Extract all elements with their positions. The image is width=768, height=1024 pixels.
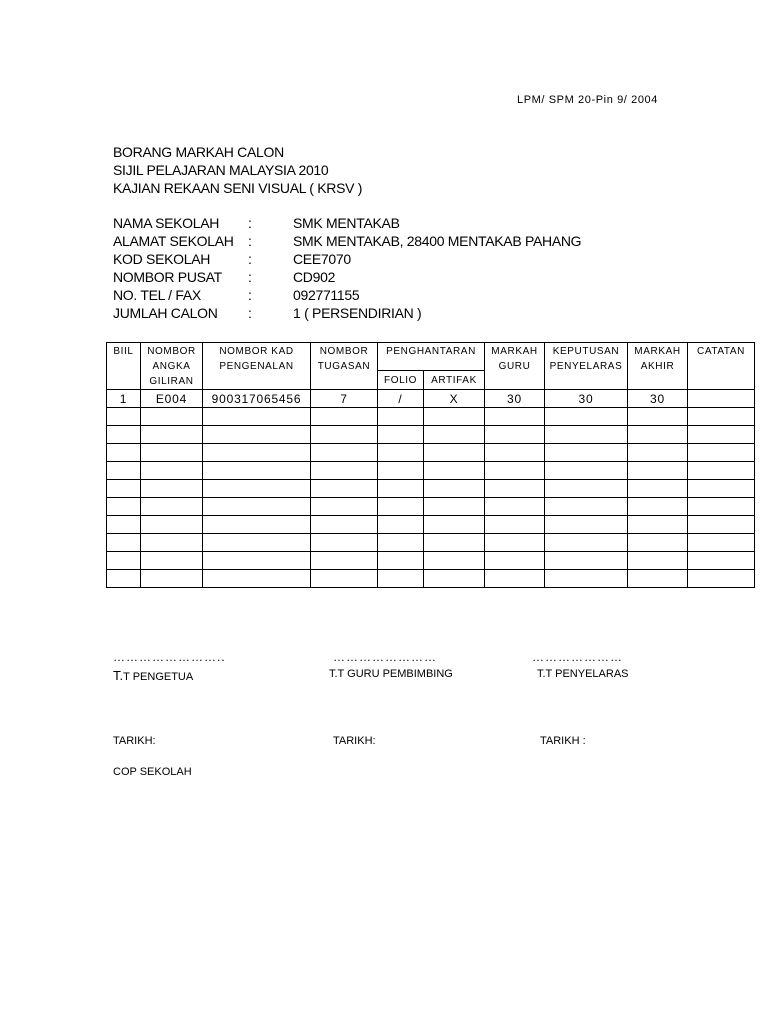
- cell-markah-akhir: [628, 570, 688, 588]
- cell-markah-guru: [485, 516, 545, 534]
- cell-bil: [107, 462, 141, 480]
- header-nombor-kad: NOMBOR KAD PENGENALAN: [203, 343, 311, 390]
- cell-markah-akhir: [628, 408, 688, 426]
- cell-nombor-tugasan: [311, 426, 378, 444]
- info-row-jumlah-calon: [113, 304, 581, 322]
- info-row-nombor-pusat: [113, 268, 581, 286]
- cell-bil: [107, 570, 141, 588]
- cell-catatan: [688, 498, 755, 516]
- cell-folio: [378, 480, 424, 498]
- cell-catatan: [688, 516, 755, 534]
- cell-keputusan-penyelaras: [545, 426, 628, 444]
- cell-artifak: [424, 426, 485, 444]
- cell-artifak: [424, 552, 485, 570]
- cell-nombor-kad: [203, 444, 311, 462]
- info-label: KOD SEKOLAH: [113, 251, 211, 267]
- table-row: [107, 516, 755, 534]
- subject-name: KAJIAN REKAAN SENI VISUAL ( KRSV ): [113, 180, 363, 196]
- cell-bil: [107, 552, 141, 570]
- cell-catatan: [688, 408, 755, 426]
- cell-angka-giliran: [141, 480, 203, 498]
- cell-markah-guru: [485, 462, 545, 480]
- header-artifak: ARTIFAK: [424, 371, 485, 390]
- cell-nombor-kad: 900317065456: [203, 390, 311, 408]
- cell-angka-giliran: [141, 516, 203, 534]
- cell-angka-giliran: [141, 570, 203, 588]
- cell-keputusan-penyelaras: 30: [545, 390, 628, 408]
- table-row: [107, 444, 755, 462]
- header-folio: FOLIO: [378, 371, 424, 390]
- form-heading: [113, 143, 362, 197]
- header-bil: BIIL: [107, 343, 141, 390]
- cell-folio: [378, 570, 424, 588]
- info-label: JUMLAH CALON: [113, 305, 218, 321]
- cell-nombor-tugasan: [311, 480, 378, 498]
- marks-table: [106, 342, 755, 588]
- cell-markah-akhir: 30: [628, 390, 688, 408]
- info-colon: :: [248, 215, 252, 231]
- exam-name: SIJIL PELAJARAN MALAYSIA 2010: [113, 162, 329, 178]
- header-nombor-tugasan: NOMBOR TUGASAN: [311, 343, 378, 390]
- cell-nombor-tugasan: [311, 408, 378, 426]
- cell-markah-guru: [485, 480, 545, 498]
- cell-markah-guru: [485, 570, 545, 588]
- cell-markah-guru: [485, 498, 545, 516]
- cell-nombor-tugasan: [311, 534, 378, 552]
- table-row: [107, 498, 755, 516]
- cell-artifak: [424, 408, 485, 426]
- cell-nombor-tugasan: [311, 462, 378, 480]
- cell-nombor-tugasan: [311, 552, 378, 570]
- table-row: [107, 570, 755, 588]
- cell-markah-guru: [485, 426, 545, 444]
- cell-keputusan-penyelaras: [545, 498, 628, 516]
- cell-nombor-kad: [203, 516, 311, 534]
- info-row-alamat-sekolah: [113, 232, 581, 250]
- cell-markah-akhir: [628, 534, 688, 552]
- cell-keputusan-penyelaras: [545, 516, 628, 534]
- cell-artifak: [424, 570, 485, 588]
- cell-bil: [107, 516, 141, 534]
- cell-nombor-tugasan: [311, 570, 378, 588]
- info-value: SMK MENTAKAB: [293, 215, 400, 231]
- form-title: BORANG MARKAH CALON: [113, 144, 284, 160]
- info-label: ALAMAT SEKOLAH: [113, 233, 234, 249]
- cell-markah-guru: [485, 444, 545, 462]
- cell-markah-akhir: [628, 444, 688, 462]
- cell-markah-akhir: [628, 516, 688, 534]
- header-angka-giliran: NOMBOR ANGKA GILIRAN: [141, 343, 203, 390]
- cell-angka-giliran: [141, 498, 203, 516]
- cell-angka-giliran: [141, 444, 203, 462]
- cell-folio: [378, 444, 424, 462]
- cell-nombor-kad: [203, 552, 311, 570]
- cell-nombor-kad: [203, 534, 311, 552]
- cell-markah-akhir: [628, 498, 688, 516]
- cell-angka-giliran: [141, 534, 203, 552]
- signature-label-penyelaras: T.T PENYELARAS: [537, 668, 629, 680]
- cell-nombor-tugasan: [311, 498, 378, 516]
- cell-artifak: [424, 462, 485, 480]
- header-penghantaran: PENGHANTARAN: [378, 343, 485, 371]
- header-markah-akhir: MARKAH AKHIR: [628, 343, 688, 390]
- cell-bil: [107, 426, 141, 444]
- info-row-nama-sekolah: [113, 214, 581, 232]
- cell-folio: [378, 534, 424, 552]
- cell-keputusan-penyelaras: [545, 408, 628, 426]
- cell-markah-akhir: [628, 480, 688, 498]
- cell-angka-giliran: [141, 408, 203, 426]
- cell-angka-giliran: [141, 426, 203, 444]
- cell-markah-akhir: [628, 426, 688, 444]
- cell-artifak: [424, 534, 485, 552]
- cell-nombor-kad: [203, 408, 311, 426]
- cell-angka-giliran: [141, 552, 203, 570]
- cell-keputusan-penyelaras: [545, 480, 628, 498]
- cell-markah-guru: [485, 552, 545, 570]
- cell-bil: [107, 480, 141, 498]
- cell-markah-guru: [485, 408, 545, 426]
- cell-angka-giliran: [141, 462, 203, 480]
- info-value: SMK MENTAKAB, 28400 MENTAKAB PAHANG: [293, 233, 582, 249]
- info-value: CEE7070: [293, 251, 351, 267]
- cell-keputusan-penyelaras: [545, 534, 628, 552]
- signature-line-penyelaras: …………………: [532, 650, 623, 664]
- cell-angka-giliran: E004: [141, 390, 203, 408]
- cell-catatan: [688, 426, 755, 444]
- cell-artifak: [424, 498, 485, 516]
- cell-artifak: X: [424, 390, 485, 408]
- cell-catatan: [688, 462, 755, 480]
- table-row: [107, 408, 755, 426]
- tarikh-label-pengetua: TARIKH:: [113, 735, 156, 747]
- cell-nombor-kad: [203, 426, 311, 444]
- cell-folio: [378, 426, 424, 444]
- cell-catatan: [688, 570, 755, 588]
- table-row: [107, 390, 755, 408]
- cell-folio: [378, 516, 424, 534]
- school-stamp-label: COP SEKOLAH: [113, 766, 192, 778]
- cell-nombor-tugasan: [311, 444, 378, 462]
- cell-nombor-tugasan: [311, 516, 378, 534]
- info-value: 1 ( PERSENDIRIAN ): [293, 305, 422, 321]
- school-info: [113, 214, 581, 322]
- cell-bil: [107, 534, 141, 552]
- form-reference-code: LPM/ SPM 20-Pin 9/ 2004: [517, 94, 658, 106]
- cell-nombor-kad: [203, 480, 311, 498]
- info-colon: :: [248, 269, 252, 285]
- cell-catatan: [688, 480, 755, 498]
- cell-bil: 1: [107, 390, 141, 408]
- cell-catatan: [688, 552, 755, 570]
- cell-folio: [378, 552, 424, 570]
- cell-bil: [107, 408, 141, 426]
- cell-markah-akhir: [628, 462, 688, 480]
- cell-catatan: [688, 534, 755, 552]
- info-colon: :: [248, 251, 252, 267]
- cell-bil: [107, 444, 141, 462]
- info-label: NOMBOR PUSAT: [113, 269, 222, 285]
- cell-nombor-kad: [203, 462, 311, 480]
- info-label: NAMA SEKOLAH: [113, 215, 220, 231]
- table-row: [107, 534, 755, 552]
- cell-nombor-kad: [203, 498, 311, 516]
- cell-nombor-kad: [203, 570, 311, 588]
- cell-keputusan-penyelaras: [545, 462, 628, 480]
- info-label: NO. TEL / FAX: [113, 287, 201, 303]
- table-row: [107, 480, 755, 498]
- header-catatan: CATATAN: [688, 343, 755, 390]
- info-value: CD902: [293, 269, 336, 285]
- cell-catatan: [688, 444, 755, 462]
- cell-artifak: [424, 480, 485, 498]
- tarikh-label-guru-pembimbing: TARIKH:: [333, 735, 376, 747]
- cell-folio: [378, 498, 424, 516]
- cell-markah-guru: 30: [485, 390, 545, 408]
- cell-nombor-tugasan: 7: [311, 390, 378, 408]
- info-row-tel-fax: [113, 286, 581, 304]
- cell-folio: [378, 408, 424, 426]
- cell-keputusan-penyelaras: [545, 552, 628, 570]
- cell-keputusan-penyelaras: [545, 570, 628, 588]
- signature-line-pengetua: ……………………..: [113, 650, 226, 664]
- tarikh-label-penyelaras: TARIKH :: [540, 735, 586, 747]
- table-row: [107, 462, 755, 480]
- header-keputusan-penyelaras: KEPUTUSAN PENYELARAS: [545, 343, 628, 390]
- cell-markah-akhir: [628, 552, 688, 570]
- table-row: [107, 552, 755, 570]
- signature-label-guru-pembimbing: T.T GURU PEMBIMBING: [329, 668, 453, 680]
- cell-markah-guru: [485, 534, 545, 552]
- cell-folio: [378, 462, 424, 480]
- signature-line-guru-pembimbing: ……………………: [333, 650, 437, 664]
- info-value: 092771155: [293, 287, 360, 303]
- info-colon: :: [248, 233, 252, 249]
- table-row: [107, 426, 755, 444]
- cell-artifak: [424, 516, 485, 534]
- cell-artifak: [424, 444, 485, 462]
- info-row-kod-sekolah: [113, 250, 581, 268]
- cell-folio: /: [378, 390, 424, 408]
- signature-label-pengetua: T.T PENGETUA: [113, 668, 194, 683]
- cell-keputusan-penyelaras: [545, 444, 628, 462]
- cell-catatan: [688, 390, 755, 408]
- info-colon: :: [248, 287, 252, 303]
- header-markah-guru: MARKAH GURU: [485, 343, 545, 390]
- cell-bil: [107, 498, 141, 516]
- info-colon: :: [248, 305, 252, 321]
